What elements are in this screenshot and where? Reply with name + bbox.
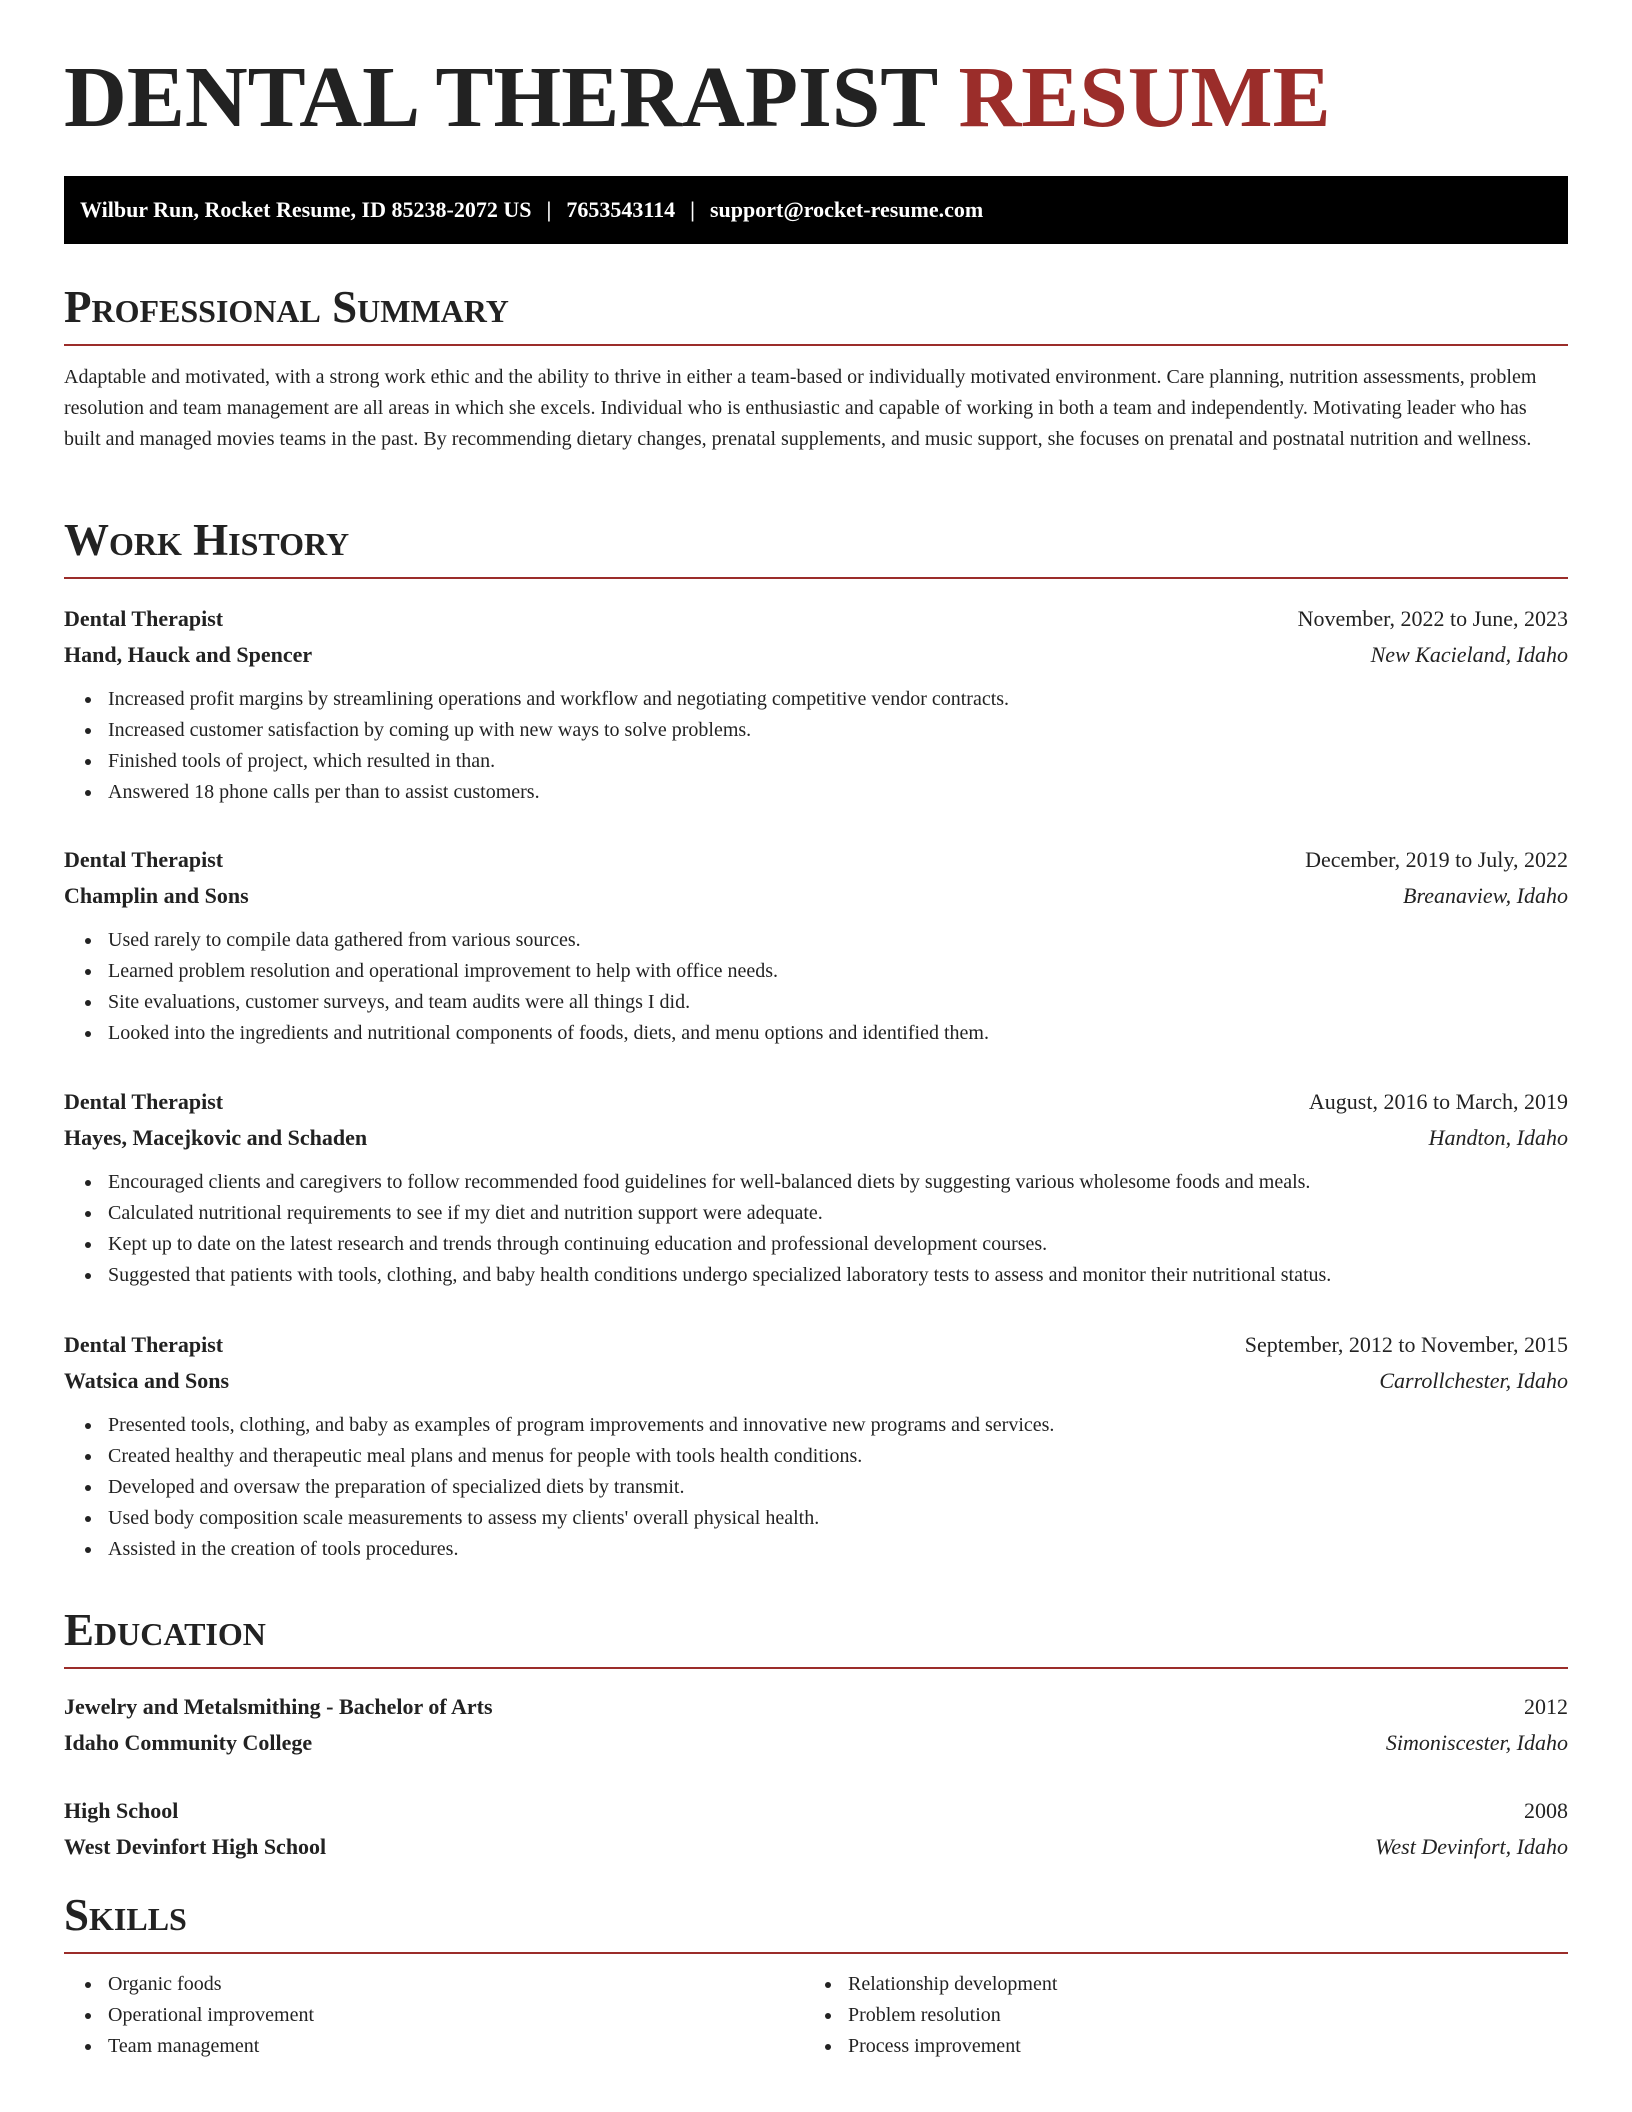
education-year: 2008: [1524, 1798, 1568, 1823]
work-history-section: [64, 516, 1568, 579]
job-dates: August, 2016 to March, 2019: [1308, 1089, 1568, 1114]
section-divider: [64, 577, 1568, 579]
summary-text: Adaptable and motivated, with a strong work ethic and the ability to thrive in either a team-based or individually motivated environment. Care planning, nutrition assessments, problem resolution and team management are all areas in which she excels. Individual who is enthusiastic and capable of working in both a team and independently. Motivating leader who has built and managed movies teams in the past. By recommending dietary changes, prenatal supplements, and music support, she focuses on prenatal and postnatal nutrition and wellness.: [64, 366, 1537, 450]
list-item: Increased customer satisfaction by coming up with new ways to solve problems.: [64, 715, 1568, 746]
job-location: Breanaview, Idaho: [1403, 883, 1568, 908]
contact-email[interactable]: support@rocket-resume.com: [709, 197, 984, 222]
job-location: Carrollchester, Idaho: [1379, 1368, 1568, 1393]
job-company: Watsica and Sons: [64, 1368, 230, 1393]
education-degree: Jewelry and Metalsmithing - Bachelor of Arts: [64, 1694, 493, 1719]
list-item: Team management: [64, 2031, 804, 2062]
list-item: Process improvement: [804, 2031, 1544, 2062]
contact-phone[interactable]: 7653543114: [566, 197, 676, 222]
education-section: [64, 1606, 1568, 1669]
job-title: Dental Therapist: [64, 1332, 224, 1357]
job-bullets: [64, 684, 1568, 808]
list-item: Operational improvement: [64, 2000, 804, 2031]
contact-address: Wilbur Run, Rocket Resume, ID 85238-2072 US: [80, 197, 532, 222]
job-company: Hand, Hauck and Spencer: [64, 642, 313, 667]
list-item: Assisted in the creation of tools procedures.: [64, 1534, 1568, 1565]
section-divider: [64, 1667, 1568, 1669]
list-item: Used body composition scale measurements to assess my clients' overall physical health.: [64, 1503, 1568, 1534]
job-bullets: [64, 925, 1568, 1049]
job-bullets: [64, 1167, 1568, 1291]
section-heading-work-history: Work History: [64, 515, 350, 565]
job-entry: [64, 601, 1568, 808]
job-bullets: [64, 1410, 1568, 1565]
job-dates: November, 2022 to June, 2023: [1297, 606, 1568, 631]
section-divider: [64, 1952, 1568, 1954]
job-title: Dental Therapist: [64, 1089, 224, 1114]
summary-section: [64, 283, 1568, 455]
skills-columns: [64, 1969, 1568, 2062]
list-item: Developed and oversaw the preparation of specialized diets by transmit.: [64, 1472, 1568, 1503]
resume-page: [64, 0, 1568, 2057]
resume-title: [64, 0, 1568, 145]
job-title: Dental Therapist: [64, 606, 224, 631]
education-entry: [64, 1793, 1568, 1865]
list-item: Looked into the ingredients and nutritional components of foods, diets, and menu options and identified them.: [64, 1018, 1568, 1049]
job-location: New Kacieland, Idaho: [1370, 642, 1568, 667]
job-dates: September, 2012 to November, 2015: [1244, 1332, 1568, 1357]
skills-section: [64, 1891, 1568, 2062]
section-heading-summary: Professional Summary: [64, 282, 509, 332]
education-entry: [64, 1689, 1568, 1761]
job-title: Dental Therapist: [64, 847, 224, 872]
education-school: Idaho Community College: [64, 1730, 313, 1755]
title-accent: RESUME: [958, 48, 1331, 145]
section-heading-education: Education: [64, 1605, 266, 1655]
contact-separator: |: [546, 197, 552, 222]
list-item: Finished tools of project, which resulted in than.: [64, 746, 1568, 777]
list-item: Presented tools, clothing, and baby as examples of program improvements and innovative new programs and services.: [64, 1410, 1568, 1441]
list-item: Used rarely to compile data gathered from various sources.: [64, 925, 1568, 956]
job-entry: [64, 1084, 1568, 1291]
section-heading-skills: Skills: [64, 1890, 187, 1940]
education-degree: High School: [64, 1798, 179, 1823]
list-item: Increased profit margins by streamlining operations and workflow and negotiating competitive vendor contracts.: [64, 684, 1568, 715]
education-location: West Devinfort, Idaho: [1375, 1834, 1568, 1859]
contact-separator: |: [690, 197, 695, 222]
job-entry: [64, 842, 1568, 1049]
list-item: Learned problem resolution and operational improvement to help with office needs.: [64, 956, 1568, 987]
job-location: Handton, Idaho: [1428, 1125, 1568, 1150]
job-company: Champlin and Sons: [64, 883, 249, 908]
list-item: Site evaluations, customer surveys, and team audits were all things I did.: [64, 987, 1568, 1018]
skills-list-left: [64, 1969, 804, 2062]
list-item: Encouraged clients and caregivers to follow recommended food guidelines for well-balanced diets by suggesting various wholesome foods and meals.: [64, 1167, 1568, 1198]
skills-list-right: [804, 1969, 1544, 2062]
section-divider: [64, 344, 1568, 346]
list-item: Organic foods: [64, 1969, 804, 2000]
education-location: Simoniscester, Idaho: [1385, 1730, 1568, 1755]
job-entry: [64, 1327, 1568, 1565]
list-item: Kept up to date on the latest research and trends through continuing education and professional development courses.: [64, 1229, 1568, 1260]
contact-bar: [64, 176, 1568, 244]
job-company: Hayes, Macejkovic and Schaden: [64, 1125, 368, 1150]
list-item: Problem resolution: [804, 2000, 1544, 2031]
list-item: Suggested that patients with tools, clothing, and baby health conditions undergo specialized laboratory tests to assess and monitor their nutritional status.: [64, 1260, 1568, 1291]
title-main: DENTAL THERAPIST: [64, 48, 937, 145]
list-item: Relationship development: [804, 1969, 1544, 2000]
list-item: Calculated nutritional requirements to see if my diet and nutrition support were adequate.: [64, 1198, 1568, 1229]
education-school: West Devinfort High School: [64, 1834, 327, 1859]
list-item: Answered 18 phone calls per than to assist customers.: [64, 777, 1568, 808]
list-item: Created healthy and therapeutic meal plans and menus for people with tools health conditions.: [64, 1441, 1568, 1472]
education-year: 2012: [1524, 1694, 1568, 1719]
job-dates: December, 2019 to July, 2022: [1305, 847, 1568, 872]
